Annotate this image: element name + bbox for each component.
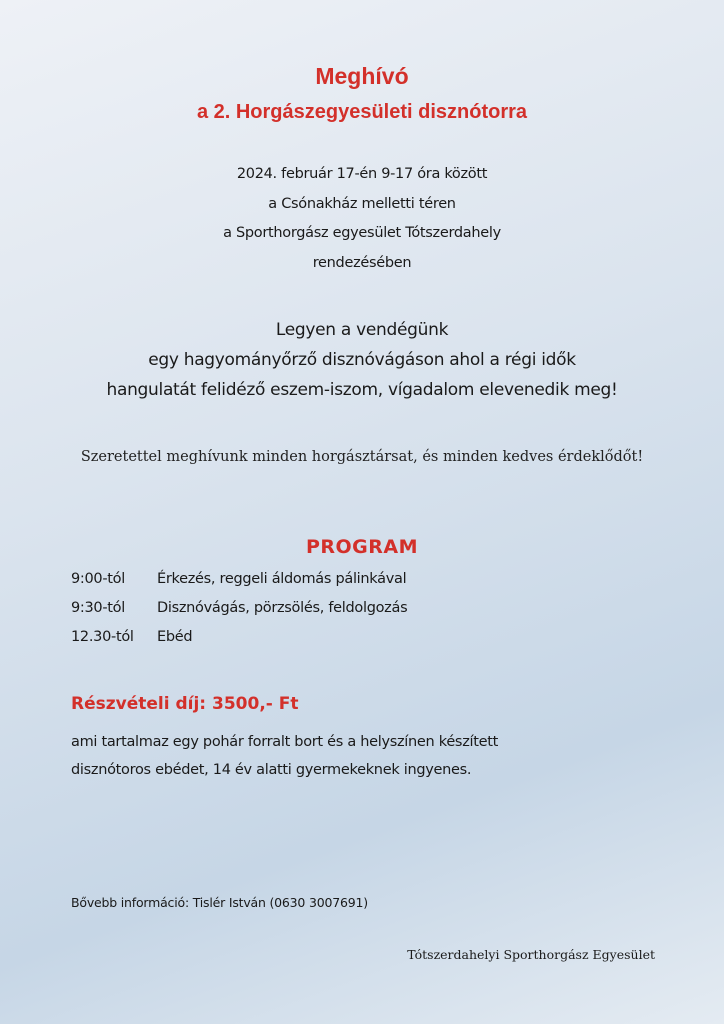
event-subtitle: a 2. Horgászegyesületi disznótorra <box>196 101 528 123</box>
event-date-line: 2024. február 17-én 9-17 óra között <box>236 166 488 182</box>
contact-info: Bővebb információ: Tislér István (0630 3007691) <box>71 895 368 910</box>
program-activity: Ebéd <box>157 629 193 645</box>
participation-fee-title: Részvételi díj: 3500,- Ft <box>71 694 299 714</box>
participation-fee-description <box>71 728 498 784</box>
program-item <box>71 625 407 654</box>
invitation-line: Legyen a vendégünk <box>275 320 449 340</box>
program-heading: PROGRAM <box>305 536 419 558</box>
program-time: 9:30-tól <box>71 600 125 616</box>
invitation-line: hangulatát felidéző eszem-iszom, vígadalom elevenedik meg! <box>106 380 618 400</box>
invitation-text <box>0 315 724 405</box>
program-activity: Disznóvágás, pörzsölés, feldolgozás <box>157 600 408 616</box>
program-list <box>71 567 407 654</box>
program-item <box>71 567 407 596</box>
invitation-title: Meghívó <box>315 63 409 89</box>
fee-description-line: ami tartalmaz egy pohár forralt bort és a helyszínen készített <box>71 734 499 750</box>
organizer-signature: Tótszerdahelyi Sporthorgász Egyesület <box>407 947 655 962</box>
welcome-message: Szeretettel meghívunk minden horgásztársat, és minden kedves érdeklődőt! <box>80 449 644 465</box>
program-time: 9:00-tól <box>71 571 125 587</box>
event-details <box>0 160 724 278</box>
program-item <box>71 596 407 625</box>
fee-description-line: disznótoros ebédet, 14 év alatti gyermekeknek ingyenes. <box>71 762 472 778</box>
program-activity: Érkezés, reggeli áldomás pálinkával <box>157 571 407 587</box>
invitation-line: egy hagyományőrző disznóvágáson ahol a régi idők <box>148 350 576 370</box>
program-time: 12.30-tól <box>71 629 134 645</box>
event-organizer-suffix-line: rendezésében <box>312 254 412 271</box>
event-organizer-line: a Sporthorgász egyesület Tótszerdahely <box>223 225 501 241</box>
event-location-line: a Csónakház melletti téren <box>268 195 456 212</box>
